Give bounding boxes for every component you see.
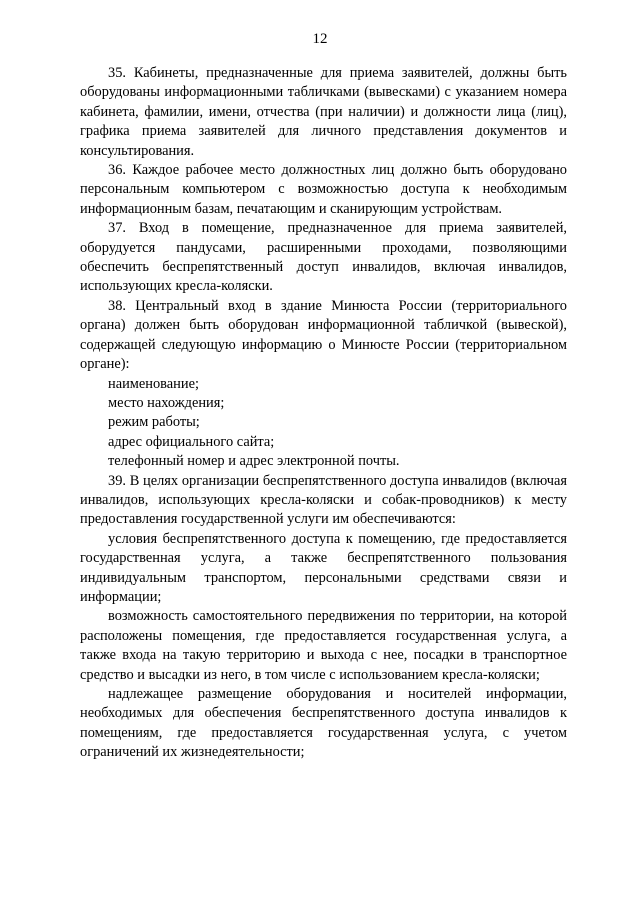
paragraph-39: 39. В целях организации беспрепятственного доступа инвалидов (включая инвалидов, использующих кресла-коляски и собак-проводников) к месту предоставления государственной услуги им обеспечиваются: <box>80 472 567 528</box>
list-item-location: место нахождения; <box>108 394 225 411</box>
list-item-name: наименование; <box>108 375 199 392</box>
list-item-movement: возможность самостоятельного передвижения по территории, на которой расположены помещения, где предоставляется государственная услуга, а также входа на такую территорию и выхода с нее, посадки в транспортное средство и высадки из него, в том числе с использованием кресла-коляски; <box>80 608 567 683</box>
page-number: 12 <box>312 31 328 47</box>
paragraph-37: 37. Вход в помещение, предназначенное для приема заявителей, оборудуется пандусами, расширенными проходами, позволяющими обеспечить беспрепятственный доступ инвалидов, включая инвалидов, использующих кресла-коляски. <box>80 220 567 295</box>
paragraph-36: 36. Каждое рабочее место должностных лиц должно быть оборудовано персональным компьютером с возможностью доступа к необходимым информационным базам, печатающим и сканирующим устройствам. <box>80 162 567 217</box>
list-item-website: адрес официального сайта; <box>108 433 275 450</box>
paragraph-35: 35. Кабинеты, предназначенные для приема заявителей, должны быть оборудованы информационными табличками (вывесками) с указанием номера кабинета, фамилии, имени, отчества (при наличии) и должности лица (лиц), графика приема заявителей для личного представления документов и консультирования. <box>80 65 567 159</box>
document-body <box>80 64 567 763</box>
list-item-equipment: надлежащее размещение оборудования и носителей информации, необходимых для обеспечения беспрепятственного доступа инвалидов к помещениям, где предоставляется государственная услуга, с учетом ограничений их жизнедеятельности; <box>80 686 567 761</box>
list-item-access-conditions: условия беспрепятственного доступа к помещению, где предоставляется государственная услуга, а также беспрепятственного пользования индивидуальным транспортом, персональными средствами связи и информации; <box>80 530 567 605</box>
paragraph-38: 38. Центральный вход в здание Минюста России (территориального органа) должен быть оборудован информационной табличкой (вывеской), содержащей следующую информацию о Минюсте России (территориальном органе): <box>80 297 567 373</box>
list-item-contacts: телефонный номер и адрес электронной почты. <box>108 453 400 470</box>
list-item-schedule: режим работы; <box>108 414 200 431</box>
